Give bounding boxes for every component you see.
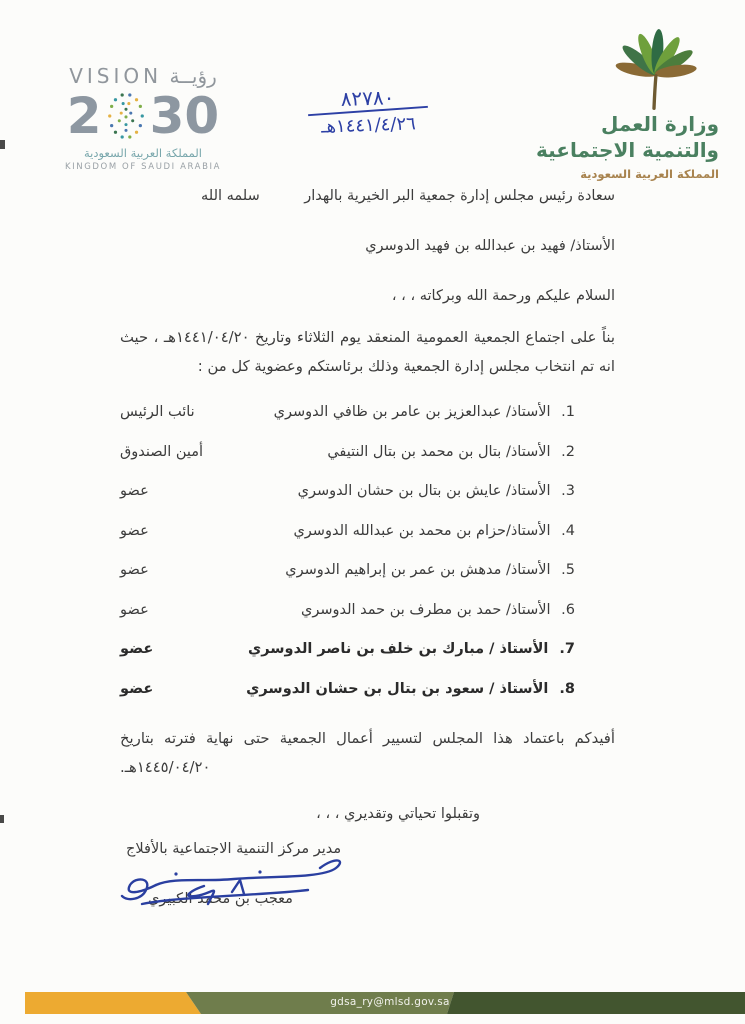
handwritten-reference [282,83,454,139]
farewell-line: وتقبلوا تحياتي وتقديري ، ، ، [316,806,480,822]
member-row [120,641,615,681]
member-row [120,523,615,563]
handwritten-signature [84,852,354,914]
member-name: الأستاذ/ حمد بن مطرف بن حمد الدوسري [300,601,551,618]
member-role: عضو [120,522,149,539]
member-number: 8. [554,680,575,697]
member-number: 4. [556,522,575,539]
member-name: الأستاذ/ عايش بن بتال بن حشان الدوسري [297,483,551,499]
handwritten-ref-number: ٨٢٧٨٠ [340,85,395,111]
vision-palm-dots-icon [104,90,148,142]
member-name-cell [246,681,615,697]
member-name: الأستاذ/ بتال بن محمد بن بتال النتيفي [327,443,551,460]
ministry-country: المملكة العربية السعودية [580,167,719,181]
signer-title: مدير مركز التنمية الاجتماعية بالأفلاج [126,841,342,857]
member-row [120,444,615,484]
member-name-cell [301,602,615,618]
member-row [120,681,615,721]
footer-email: gdsa_ry@mlsd.gov.sa [330,996,450,1008]
vision-2030-logo [52,64,234,172]
member-row [120,602,615,642]
ministry-name-line2: والتنمية الاجتماعية [536,138,719,162]
vision-year-prefix: 2 [66,87,102,145]
vision-kingdom-ar: المملكة العربية السعودية [84,146,202,160]
member-role: عضو [120,562,149,578]
member-role: عضو [120,601,149,618]
ministry-palm-icon [611,28,697,114]
member-role: عضو [120,641,154,657]
scan-artifact [0,815,4,823]
member-number: 5. [556,562,575,578]
member-role: عضو [120,680,154,697]
member-name: الأستاذ / سعود بن بتال بن حشان الدوسري [246,680,549,697]
member-number: 3. [556,483,575,499]
member-name-cell [293,523,615,539]
scan-artifact [0,140,5,149]
salutation-side: سلمه الله [201,188,260,204]
handwritten-date: ١٤٤١/٤/٢٦هـ [320,113,417,138]
vision-year-suffix: 30 [149,87,220,145]
member-number: 2. [556,443,575,460]
member-name: الأستاذ/ مدهش بن عمر بن إبراهيم الدوسري [285,562,551,578]
member-number: 6. [556,601,575,618]
vision-title-en: VISION [69,64,163,88]
recipient-line: سعادة رئيس مجلس إدارة جمعية البر الخيرية بالهدار [304,188,615,204]
member-name-cell [274,404,615,420]
greeting-line: السلام عليكم ورحمة الله وبركاته ، ، ، [391,288,615,304]
member-number: 1. [556,404,575,420]
vision-kingdom-en: KINGDOM OF SAUDI ARABIA [64,162,222,172]
vision-year [52,87,234,145]
member-row [120,562,615,602]
member-name-cell [327,444,615,460]
vision-title [52,64,234,88]
member-number: 7. [554,641,575,657]
member-role: أمين الصندوق [120,443,204,460]
member-name-cell [298,483,615,499]
signer-name: معجب بن محمد الكبيري [148,891,293,907]
member-name: الأستاذ/حزام بن محمد بن عبدالله الدوسري [293,522,551,539]
member-name-cell [248,641,615,657]
members-list [120,404,615,720]
body-paragraph: بناً على اجتماع الجمعية العمومية المنعقد يوم الثلاثاء وتاريخ ١٤٤١/٠٤/٢٠هـ ، حيث انه تم انتخاب مجلس إدارة الجمعية وذلك برئاستكم وعضوية كل من : [120,329,615,375]
closing-paragraph: أفيدكم باعتماد هذا المجلس لتسيير أعمال الجمعية حتى نهاية فترته بتاريخ ١٤٤٥/٠٤/٢٠هـ. [120,730,615,776]
member-role: عضو [120,483,149,499]
member-row [120,483,615,523]
member-role: نائب الرئيس [120,404,195,420]
member-name-cell [285,562,615,578]
vision-title-ar: رؤيــة [169,64,217,88]
recipient-name: الأستاذ/ فهيد بن عبدالله بن فهيد الدوسري [365,238,615,254]
member-name: الأستاذ/ عبدالعزيز بن عامر بن ظافي الدوسري [273,404,551,420]
member-name: الأستاذ / مبارك بن خلف بن ناصر الدوسري [247,641,549,657]
member-row [120,404,615,444]
ministry-name-line1: وزارة العمل [601,112,719,136]
